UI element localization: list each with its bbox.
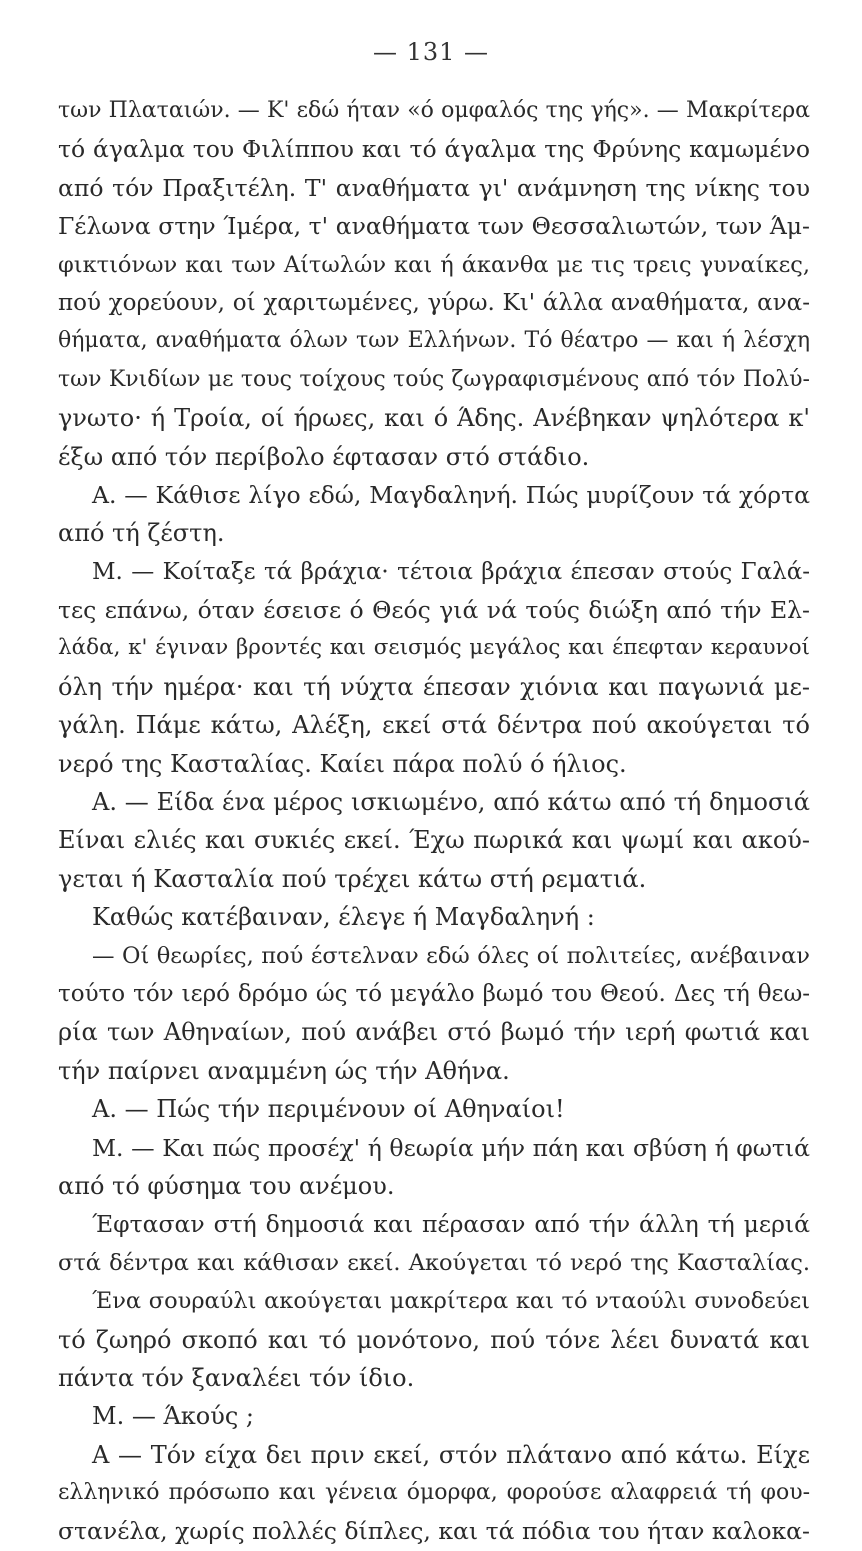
text-line: στά δέντρα και κάθισαν εκεί. Ακούγεται τό νερό της Κασταλίας. — [58, 1249, 810, 1276]
text-line: των Κνιδίων με τους τοίχους τούς ζωγραφισμένους από τόν Πολύ- — [58, 366, 810, 392]
text-line: Έφτασαν στή δημοσιά και πέρασαν από τήν άλλη τή μεριά — [92, 1210, 810, 1239]
text-line: Α. — Κάθισε λίγο εδώ, Μαγδαληνή. Πώς μυρίζουν τά χόρτα — [92, 480, 810, 509]
page-number: — 131 — — [372, 38, 490, 66]
text-line: Α. — Είδα ένα μέρος ισκιωμένο, από κάτω από τή δημοσιά — [92, 788, 810, 817]
text-line: φικτιόνων και των Αίτωλών και ή άκανθα με τις τρεις γυναίκες, — [58, 251, 810, 278]
text-line: από τή ζέστη. — [58, 519, 225, 548]
text-line: τό άγαλμα του Φιλίππου και τό άγαλμα της Φρύνης καμωμένο — [58, 135, 810, 164]
text-line: Είναι ελιές και συκιές εκεί. Έχω πωρικά και ψωμί και ακού- — [58, 826, 810, 855]
text-line: Α. — Πώς τήν περιμένουν οί Αθηναίοι! — [92, 1095, 565, 1124]
text-line: θήματα, αναθήματα όλων των Ελλήνων. Τό θέατρο — και ή λέσχη — [58, 328, 810, 354]
text-line: λάδα, κ' έγιναν βροντές και σεισμός μεγάλος και έπεφταν κεραυνοί — [58, 635, 810, 661]
text-line: από τό φύσημα του ανέμου. — [58, 1171, 395, 1200]
text-line: έξω από τόν περίβολο έφτασαν στό στάδιο. — [58, 442, 590, 471]
text-line: Ένα σουραύλι ακούγεται μακρίτερα και τό νταούλι συνοδεύει — [92, 1288, 810, 1315]
text-line: γνωτο· ή Τροία, οί ήρωες, και ό Άδης. Ανέβηκαν ψηλότερα κ' — [58, 404, 810, 433]
text-line: Μ. — Άκούς ; — [92, 1402, 254, 1431]
text-line: ελληνικό πρόσωπο και γένεια όμορφα, φορούσε αλαφρειά τή φου- — [58, 1480, 810, 1506]
text-line: Μ. — Και πώς προσέχ' ή θεωρία μήν πάη και σβύση ή φωτιά — [92, 1133, 810, 1162]
text-line: ρία των Αθηναίων, πού ανάβει στό βωμό τήν ιερή φωτιά και — [58, 1018, 810, 1047]
text-line: τό ζωηρό σκοπό και τό μονότονο, πού τόνε λέει δυνατά και — [58, 1325, 810, 1354]
text-line: τήν παίρνει αναμμένη ώς τήν Αθήνα. — [58, 1056, 510, 1085]
text-line: τες επάνω, όταν έσεισε ό Θεός γιά νά τούς διώξη από τήν Ελ- — [58, 596, 810, 625]
text-line: όλη τήν ημέρα· και τή νύχτα έπεσαν χιόνια και παγωνιά με- — [58, 672, 810, 701]
text-line: τούτο τόν ιερό δρόμο ώς τό μεγάλο βωμό του Θεού. Δες τή θεω- — [58, 980, 810, 1007]
body-text — [58, 92, 810, 1551]
text-line: νερό της Κασταλίας. Καίει πάρα πολύ ό ήλιος. — [58, 749, 627, 778]
text-line: από τόν Πραξιτέλη. Τ' αναθήματα γι' ανάμνηση της νίκης του — [58, 173, 810, 202]
text-line: Γέλωνα στην Ίμέρα, τ' αναθήματα των Θεσσαλιωτών, των Άμ- — [58, 212, 810, 241]
text-line: γεται ή Κασταλία πού τρέχει κάτω στή ρεματιά. — [58, 864, 647, 893]
text-line: Καθώς κατέβαιναν, έλεγε ή Μαγδαληνή : — [92, 903, 595, 932]
text-line: γάλη. Πάμε κάτω, Αλέξη, εκεί στά δέντρα πού ακούγεται τό — [58, 711, 810, 740]
text-line: στανέλα, χωρίς πολλές δίπλες, και τά πόδια του ήταν καλοκα- — [58, 1517, 810, 1546]
text-line: πάντα τόν ξαναλέει τόν ίδιο. — [58, 1363, 415, 1392]
text-line: Μ. — Κοίταξε τά βράχια· τέτοια βράχια έπεσαν στούς Γαλά- — [92, 558, 810, 585]
text-line: πού χορεύουν, οί χαριτωμένες, γύρω. Κι' άλλα αναθήματα, ανα- — [58, 289, 810, 316]
text-line: — Οί θεωρίες, πού έστελναν εδώ όλες οί πολιτείες, ανέβαιναν — [92, 942, 810, 969]
text-line: Α — Τόν είχα δει πριν εκεί, στόν πλάτανο από κάτω. Είχε — [92, 1440, 810, 1469]
text-line: των Πλαταιών. — Κ' εδώ ήταν «ό ομφαλός της γής». — Μακρίτερα — [58, 98, 810, 123]
